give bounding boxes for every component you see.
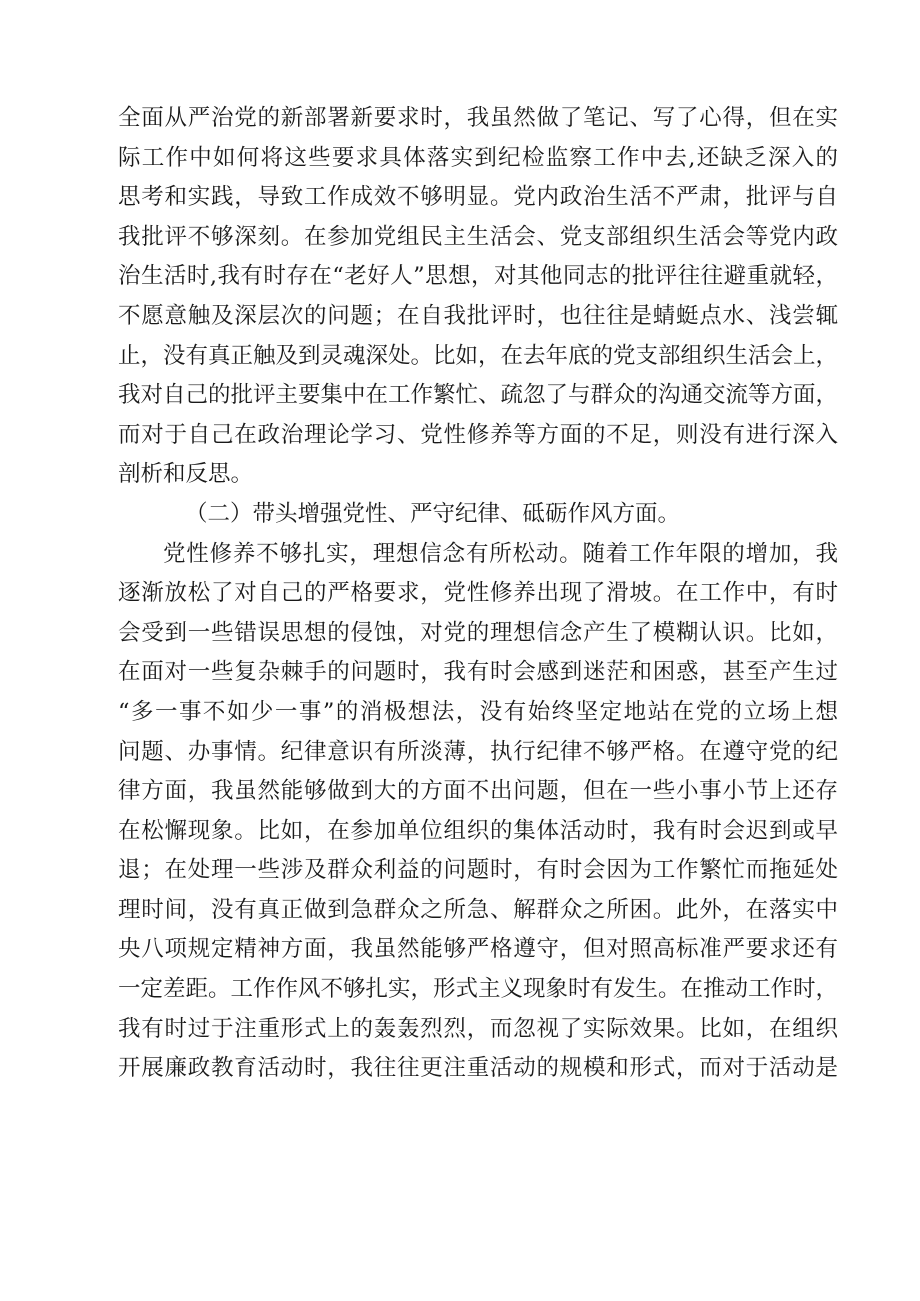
text-line: 止，没有真正触及到灵魂深处。比如，在去年底的党支部组织生活会上，	[118, 342, 839, 369]
text-line: 而对于自己在政治理论学习、党性修养等方面的不足，则没有进行深入	[118, 421, 838, 448]
text-line: 党性修养不够扎实，理想信念有所松动。随着工作年限的增加，我	[163, 540, 838, 567]
text-line: 会受到一些错误思想的侵蚀，对党的理想信念产生了模糊认识。比如，	[118, 619, 838, 646]
text-line: 逐渐放松了对自己的严格要求，党性修养出现了滑坡。在工作中，有时	[118, 580, 838, 607]
text-line: 理时间，没有真正做到急群众之所急、解群众之所困。此外，在落实中	[118, 896, 838, 923]
section-heading: （二）带头增强党性、严守纪律、砥砺作风方面。	[185, 500, 681, 527]
text-line: 我有时过于注重形式上的轰轰烈烈，而忽视了实际效果。比如，在组织	[118, 1015, 838, 1042]
text-line: 思考和实践，导致工作成效不够明显。党内政治生活不严肃，批评与自	[118, 184, 838, 211]
paragraph-party-spirit	[118, 535, 838, 1089]
text-line: 我批评不够深刻。在参加党组民主生活会、党支部组织生活会等党内政	[118, 223, 838, 250]
document-body	[118, 99, 838, 1089]
paragraph-party-life	[118, 99, 838, 495]
text-line: “多一事不如少一事”的消极想法，没有始终坚定地站在党的立场上想	[118, 698, 838, 725]
text-line: 一定差距。工作作风不够扎实，形式主义现象时有发生。在推动工作时，	[118, 976, 839, 1003]
text-line: 在面对一些复杂棘手的问题时，我有时会感到迷茫和困惑，甚至产生过	[118, 659, 838, 686]
text-line: 央八项规定精神方面，我虽然能够严格遵守，但对照高标准严要求还有	[118, 936, 838, 963]
text-line: 不愿意触及深层次的问题；在自我批评时，也往往是蜻蜓点水、浅尝辄	[118, 302, 838, 329]
text-line: 在松懈现象。比如，在参加单位组织的集体活动时，我有时会迟到或早	[118, 817, 838, 844]
text-line: 我对自己的批评主要集中在工作繁忙、疏忽了与群众的沟通交流等方面，	[118, 382, 839, 409]
text-line: 剖析和反思。	[118, 461, 254, 488]
text-line: 问题、办事情。纪律意识有所淡薄，执行纪律不够严格。在遵守党的纪	[118, 738, 838, 765]
text-line: 际工作中如何将这些要求具体落实到纪检监察工作中去,还缺乏深入的	[118, 144, 838, 171]
text-line: 治生活时,我有时存在“老好人”思想，对其他同志的批评往往避重就轻，	[118, 263, 838, 290]
text-line: 律方面，我虽然能够做到大的方面不出问题，但在一些小事小节上还存	[118, 778, 838, 805]
text-line: 开展廉政教育活动时，我往往更注重活动的规模和形式，而对于活动是	[118, 1055, 838, 1082]
text-line: 退；在处理一些涉及群众利益的问题时，有时会因为工作繁忙而拖延处	[118, 857, 838, 884]
text-line: 全面从严治党的新部署新要求时，我虽然做了笔记、写了心得，但在实	[118, 105, 838, 131]
